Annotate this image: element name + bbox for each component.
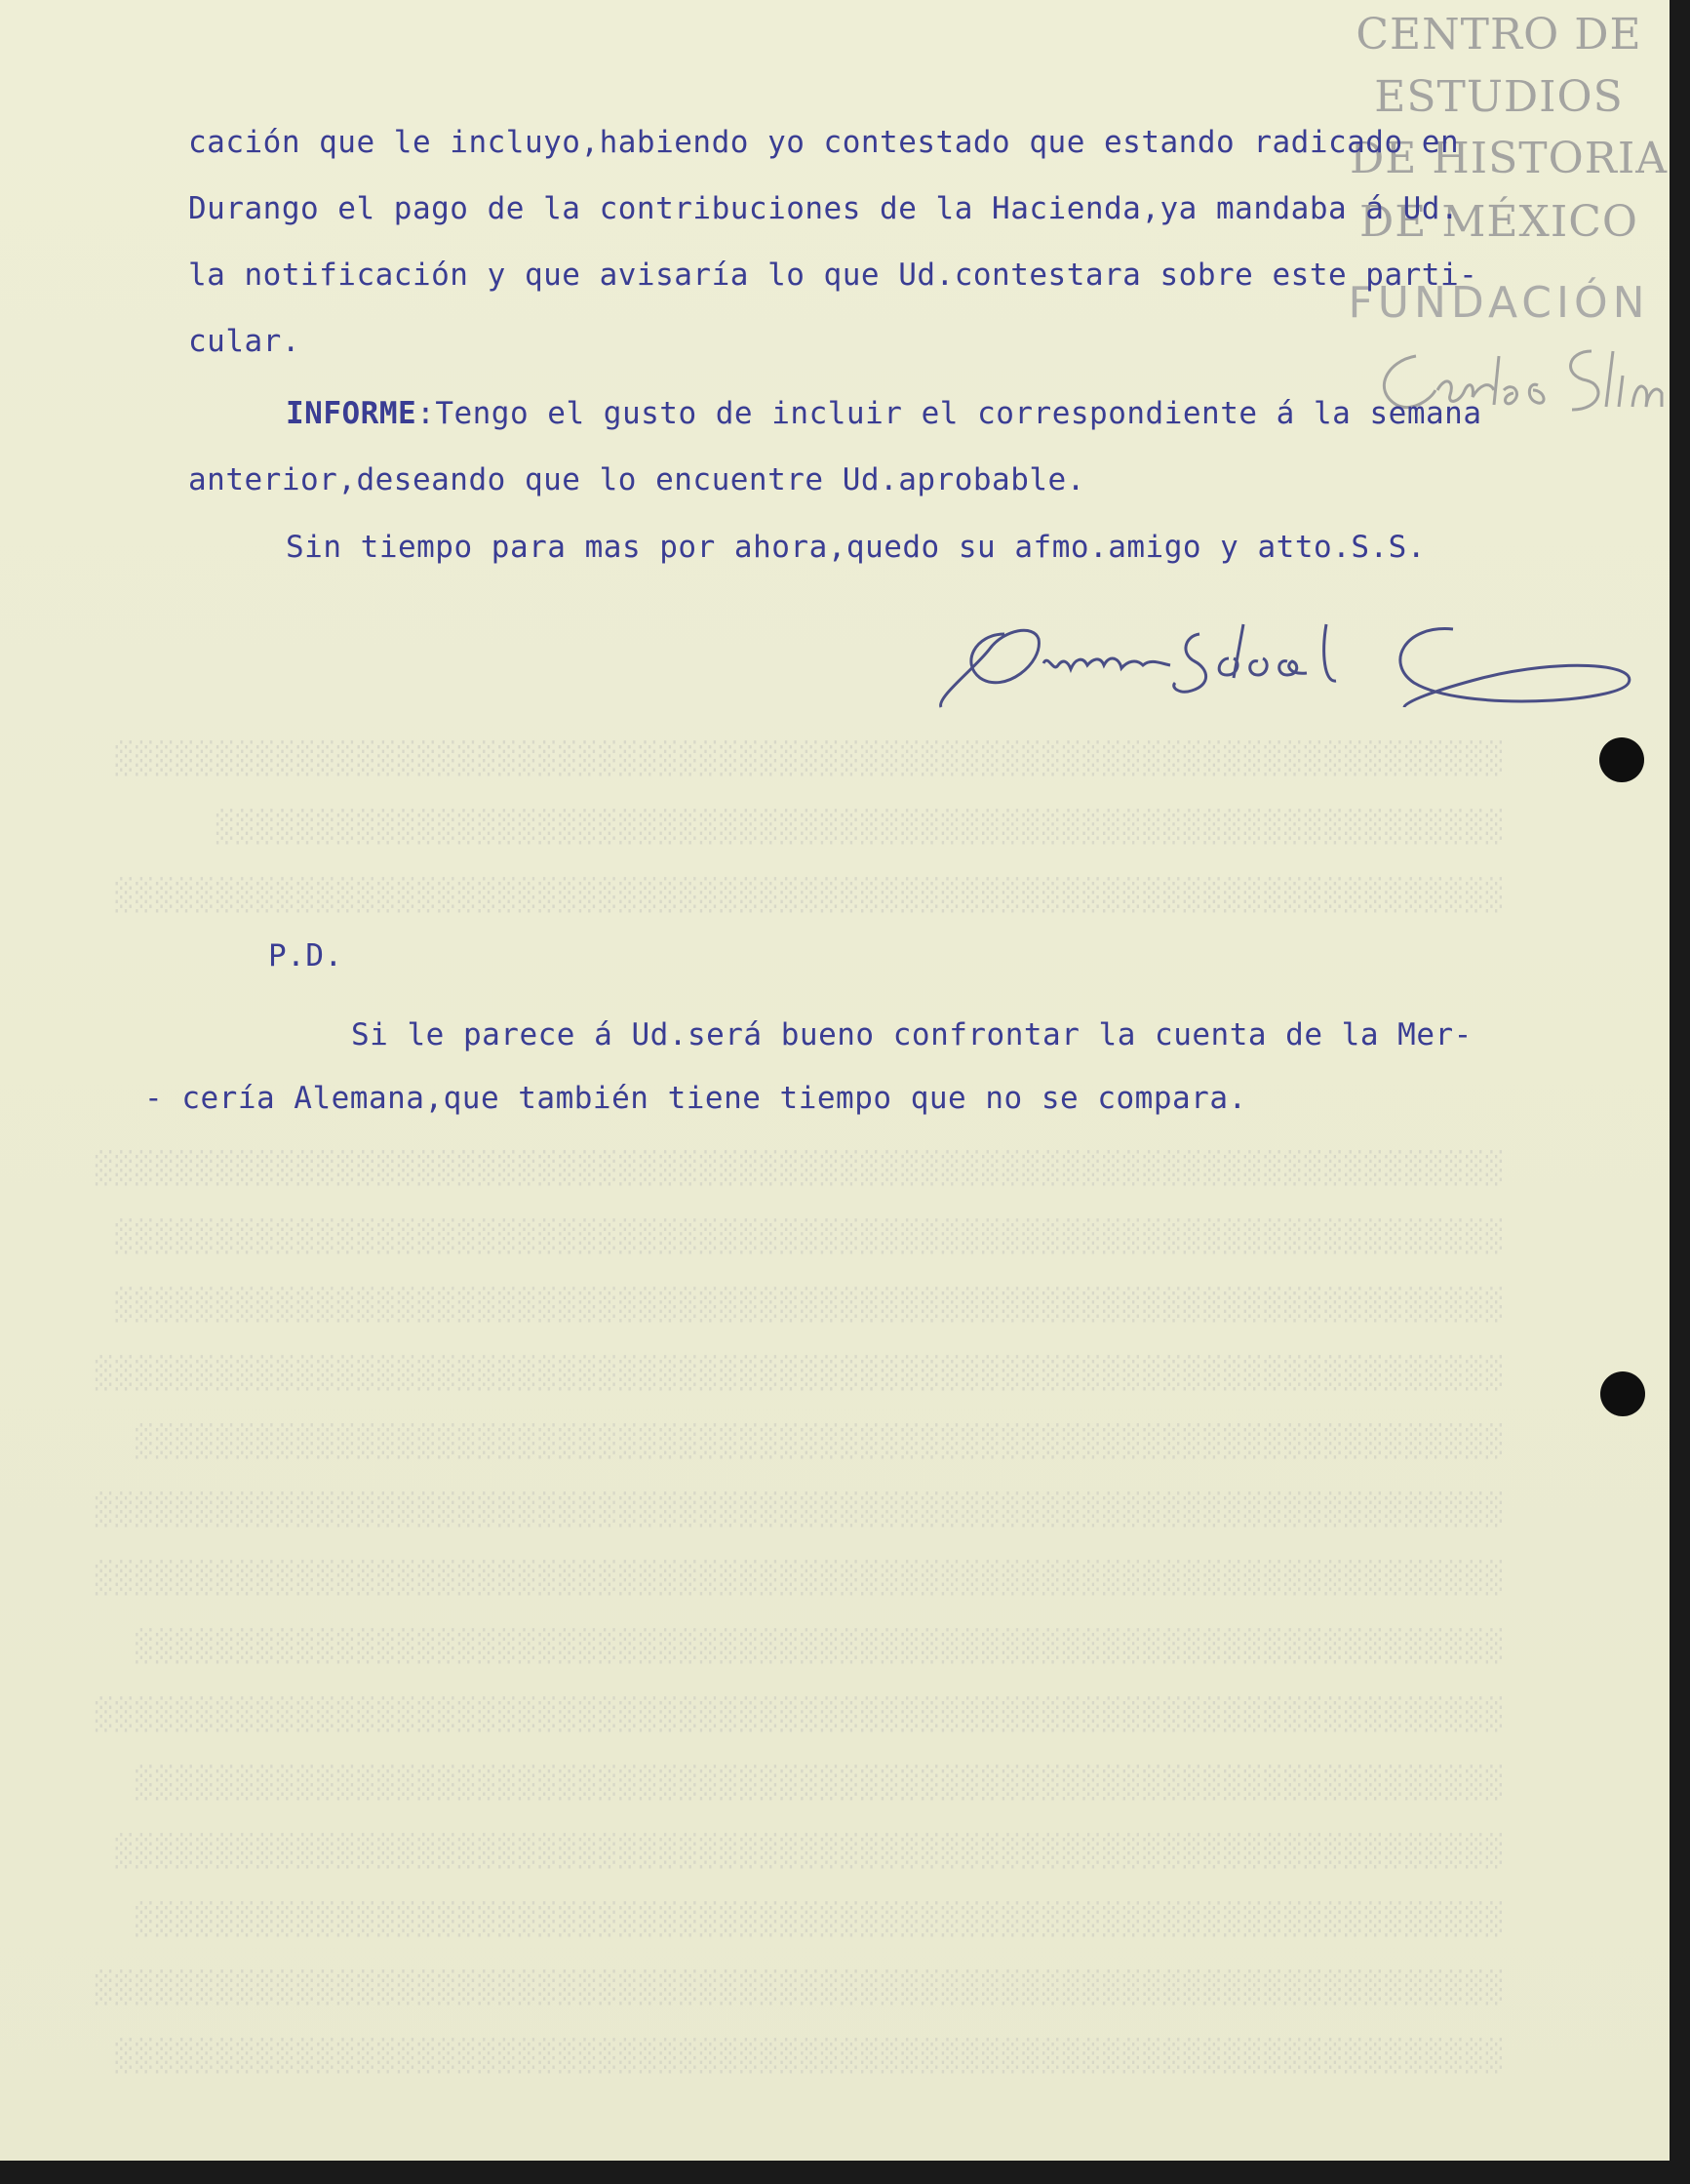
letter-line: Durango el pago de la contribuciones de la Hacienda,ya mandaba á Ud. [188,191,1460,226]
bleed-through-line: ░░░░░░░░░░░░░░░░░░░░░░░░░░░░░░░░░░░░░░░░░░░░░░░░░░░░░░░░░░░░░░░░░░░░░░ [91,1970,1502,2005]
bleed-through-line: ░░░░░░░░░░░░░░░░░░░░░░░░░░░░░░░░░░░░░░░░░░░░░░░░░░░░░░░░░░░░░░░░░░░░░░ [91,1151,1502,1186]
punch-hole [1600,1371,1645,1416]
bleed-through-line: ░░░░░░░░░░░░░░░░░░░░░░░░░░░░░░░░░░░░░░░░░░░░░░░░░░░░░░░░░░░░░░░░░░░░░░ [91,1561,1502,1596]
letter-line: cación que le incluyo,habiendo yo contestado que estando radicado en [188,125,1460,160]
bleed-through-line: ░░░░░░░░░░░░░░░░░░░░░░░░░░░░░░░░░░░░░░░░░░░░░░░░░░░░░░░░░░░░░░░░░░░░░░ [91,1356,1502,1391]
postscript-label: P.D. [268,938,343,973]
postscript-line: - cería Alemana,que también tiene tiempo que no se compara. [144,1081,1247,1116]
bleed-through-line: ░░░░░░░░░░░░░░░░░░░░░░░░░░░░░░░░░░░░░░░░░░░░░░░░░░░░░░░░░░░░░░░░░░░░ [131,1629,1502,1664]
postscript-line: Si le parece á Ud.será bueno confrontar la cuenta de la Mer- [351,1017,1473,1052]
bleed-through-line: ░░░░░░░░░░░░░░░░░░░░░░░░░░░░░░░░░░░░░░░░░░░░░░░░░░░░░░░░░░░░░░░░░░░░░ [111,741,1502,776]
bleed-through-line: ░░░░░░░░░░░░░░░░░░░░░░░░░░░░░░░░░░░░░░░░░░░░░░░░░░░░░░░░░░░░░░░░░░░░ [131,1424,1502,1459]
informe-text: :Tengo el gusto de incluir el correspondiente á la semana [416,396,1482,431]
letter-line: anterior,deseando que lo encuentre Ud.aprobable. [188,462,1085,497]
watermark-line: CENTRO DE [1356,10,1642,60]
watermark-line: DE HISTORIA [1350,134,1668,183]
bleed-through-line: ░░░░░░░░░░░░░░░░░░░░░░░░░░░░░░░░░░░░░░░░░░░░░░░░░░░░░░░░░░░░░░░░ [212,810,1502,845]
bleed-through-line: ░░░░░░░░░░░░░░░░░░░░░░░░░░░░░░░░░░░░░░░░░░░░░░░░░░░░░░░░░░░░░░░░░░░░░ [111,1834,1502,1869]
bleed-through-line: ░░░░░░░░░░░░░░░░░░░░░░░░░░░░░░░░░░░░░░░░░░░░░░░░░░░░░░░░░░░░░░░░░░░░░ [111,878,1502,913]
watermark-line: DE MÉXICO [1359,197,1638,247]
bleed-through-line: ░░░░░░░░░░░░░░░░░░░░░░░░░░░░░░░░░░░░░░░░░░░░░░░░░░░░░░░░░░░░░░░░░░░░░ [111,1288,1502,1323]
bleed-through-line: ░░░░░░░░░░░░░░░░░░░░░░░░░░░░░░░░░░░░░░░░░░░░░░░░░░░░░░░░░░░░░░░░░░░░ [131,1902,1502,1937]
watermark-line: ESTUDIOS [1374,72,1624,122]
watermark-fundacion: FUNDACIÓN [1348,278,1650,328]
bleed-through-line: ░░░░░░░░░░░░░░░░░░░░░░░░░░░░░░░░░░░░░░░░░░░░░░░░░░░░░░░░░░░░░░░░░░░░░░ [91,1697,1502,1732]
informe-line [286,396,1481,431]
letter-line: la notificación y que avisaría lo que Ud.contestara sobre este parti- [188,258,1478,293]
informe-label: INFORME [286,396,417,431]
bleed-through-line: ░░░░░░░░░░░░░░░░░░░░░░░░░░░░░░░░░░░░░░░░░░░░░░░░░░░░░░░░░░░░░░░░░░░░░░ [91,1492,1502,1528]
closing-line: Sin tiempo para mas por ahora,quedo su afmo.amigo y atto.S.S. [286,530,1426,565]
bleed-through-line: ░░░░░░░░░░░░░░░░░░░░░░░░░░░░░░░░░░░░░░░░░░░░░░░░░░░░░░░░░░░░░░░░░░░░░ [111,2039,1502,2074]
handwritten-signature [936,605,1638,732]
punch-hole [1599,737,1644,782]
bleed-through-line: ░░░░░░░░░░░░░░░░░░░░░░░░░░░░░░░░░░░░░░░░░░░░░░░░░░░░░░░░░░░░░░░░░░░░░ [111,1219,1502,1254]
bleed-through-line: ░░░░░░░░░░░░░░░░░░░░░░░░░░░░░░░░░░░░░░░░░░░░░░░░░░░░░░░░░░░░░░░░░░░░ [131,1766,1502,1801]
letter-line: cular. [188,324,300,359]
